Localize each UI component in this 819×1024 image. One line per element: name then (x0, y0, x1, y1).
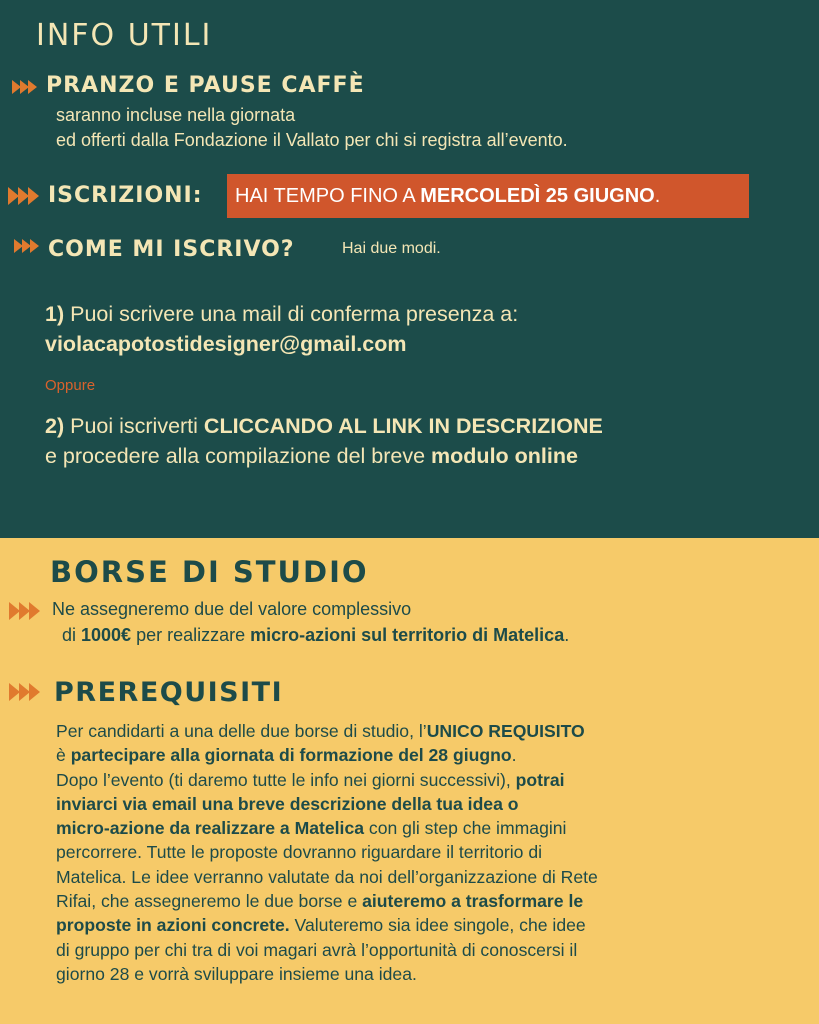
paragraph-line (56, 768, 756, 792)
form-link-text: modulo online (431, 444, 578, 468)
option-2-number: 2) (45, 414, 65, 438)
text-bold: potrai (515, 769, 565, 790)
prerequisiti-heading: PREREQUISITI (54, 677, 284, 708)
deadline-badge-suffix: . (654, 185, 661, 207)
borse-line-2 (62, 625, 569, 646)
triple-chevron-arrow-icon (9, 683, 39, 701)
borse-text: di (62, 625, 82, 645)
triple-chevron-arrow-icon (14, 239, 38, 253)
borse-line-1: Ne assegneremo due del valore complessivo (52, 599, 412, 619)
paragraph-line: inviarci via email una breve descrizione della tua idea o (56, 793, 519, 814)
paragraph-line (56, 743, 756, 767)
text: è (56, 745, 71, 766)
triple-chevron-arrow-icon (12, 80, 36, 94)
contact-email[interactable]: violacapotostidesigner@gmail.com (45, 332, 407, 356)
text: . (511, 745, 517, 766)
text: Dopo l’evento (ti daremo tutte le info nei giorni successivi), (56, 769, 516, 790)
borse-heading: BORSE DI STUDIO (50, 555, 369, 589)
paragraph-line (56, 719, 756, 743)
paragraph-line (56, 889, 756, 913)
pranzo-heading: PRANZO E PAUSE CAFFÈ (46, 73, 365, 98)
text-bold: proposte in azioni concrete. (56, 915, 290, 936)
option-1-text: Puoi scrivere una mail di conferma presenza a: (64, 302, 519, 326)
come-heading: COME MI ISCRIVO? (48, 237, 295, 262)
oppure-label: Oppure (45, 377, 96, 394)
option-1-line (45, 302, 518, 327)
text-bold: micro-azione da realizzare a Matelica (56, 818, 365, 839)
option-2-text: Puoi iscriverti (64, 414, 204, 438)
info-title: INFO UTILI (36, 18, 213, 53)
paragraph-line: Matelica. Le idee verranno valutate da noi dell’organizzazione di Rete (56, 866, 598, 887)
text: Valuteremo sia idee singole, che idee (289, 915, 586, 936)
requirement-text: partecipare alla giornata di formazione del 28 giugno (70, 745, 512, 766)
borse-amount: 1000€ (81, 625, 132, 645)
option-1-number: 1) (45, 302, 65, 326)
iscrizioni-heading: ISCRIZIONI: (48, 183, 203, 208)
borse-micro-azioni: micro-azioni sul territorio di Matelica (250, 625, 565, 645)
triple-chevron-arrow-icon (8, 187, 38, 205)
option-2-link-hint: CLICCANDO AL LINK IN DESCRIZIONE (203, 414, 603, 438)
text: Per candidarti a una delle due borse di studio, l’ (56, 721, 427, 741)
paragraph-line: di gruppo per chi tra di voi magari avrà l’opportunità di conoscersi il (56, 939, 578, 960)
paragraph-line (56, 913, 756, 937)
option-2-line-1 (45, 414, 603, 439)
text-bold: aiuteremo a trasformare le (362, 891, 584, 912)
come-subtitle: Hai due modi. (342, 240, 441, 257)
pranzo-line-2: ed offerti dalla Fondazione il Vallato per chi si registra all’evento. (56, 130, 568, 150)
triple-chevron-arrow-icon (9, 602, 39, 620)
borse-text: per realizzare (131, 625, 251, 645)
paragraph-line: giorno 28 e vorrà sviluppare insieme una idea. (56, 963, 417, 984)
pranzo-line-1: saranno incluse nella giornata (56, 105, 296, 125)
paragraph-line: percorrere. Tutte le proposte dovranno riguardare il territorio di (56, 842, 543, 863)
text: Rifai, che assegneremo le due borse e (56, 891, 363, 912)
prerequisiti-paragraph (56, 719, 756, 986)
deadline-badge (227, 174, 749, 218)
paragraph-line (56, 816, 756, 840)
option-2-line-2-text: e procedere alla compilazione del breve (45, 444, 432, 468)
text: con gli step che immagini (364, 818, 567, 839)
unico-requisito: UNICO REQUISITO (426, 721, 585, 741)
option-2-line-2 (45, 444, 578, 469)
borse-text: . (564, 625, 570, 645)
deadline-date: MERCOLEDÌ 25 GIUGNO (420, 185, 655, 207)
deadline-badge-prefix: HAI TEMPO FINO A (235, 185, 421, 207)
